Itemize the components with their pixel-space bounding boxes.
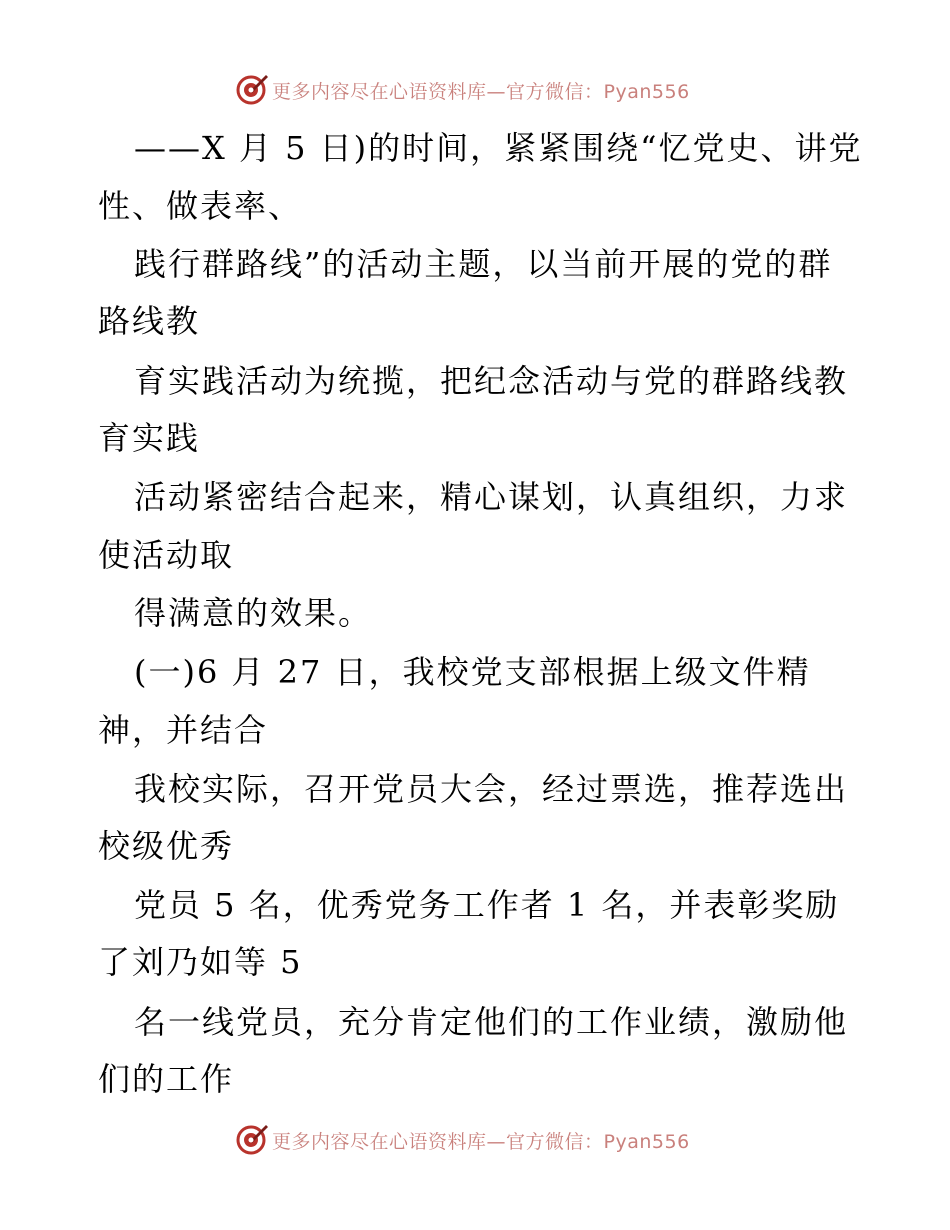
body-line: (一)6 月 27 日，我校党支部根据上级文件精 — [134, 653, 811, 691]
brush-logo-icon — [236, 1122, 270, 1156]
footer-banner — [0, 1120, 950, 1160]
body-line: ——X 月 5 日)的时间，紧紧围绕“忆党史、讲党 — [134, 129, 863, 167]
body-line: 名一线党员，充分肯定他们的工作业绩，激励他 — [134, 1003, 849, 1041]
body-line: 得满意的效果。 — [134, 594, 373, 632]
body-line: 们的工作 — [98, 1060, 235, 1098]
body-line: 党员 5 名，优秀党务工作者 1 名，并表彰奖励 — [134, 886, 840, 924]
body-line: 使活动取 — [98, 536, 235, 574]
body-line: 践行群路线”的活动主题，以当前开展的党的群 — [134, 245, 833, 283]
body-line: 育实践 — [98, 419, 201, 457]
body-line: 校级优秀 — [98, 827, 235, 865]
body-line: 活动紧密结合起来，精心谋划，认真组织，力求 — [134, 478, 849, 516]
body-line: 神，并结合 — [98, 711, 269, 749]
body-line: 路线教 — [98, 302, 201, 340]
body-line: 性、做表率、 — [98, 187, 303, 225]
footer-banner-text: 更多内容尽在心语资料库—官方微信：Pyan556 — [272, 1131, 690, 1153]
header-banner-text: 更多内容尽在心语资料库—官方微信：Pyan556 — [272, 81, 690, 103]
body-line: 我校实际，召开党员大会，经过票选，推荐选出 — [134, 770, 849, 808]
body-line: 育实践活动为统揽，把纪念活动与党的群路线教 — [134, 362, 849, 400]
body-line: 了刘乃如等 5 — [98, 943, 303, 981]
